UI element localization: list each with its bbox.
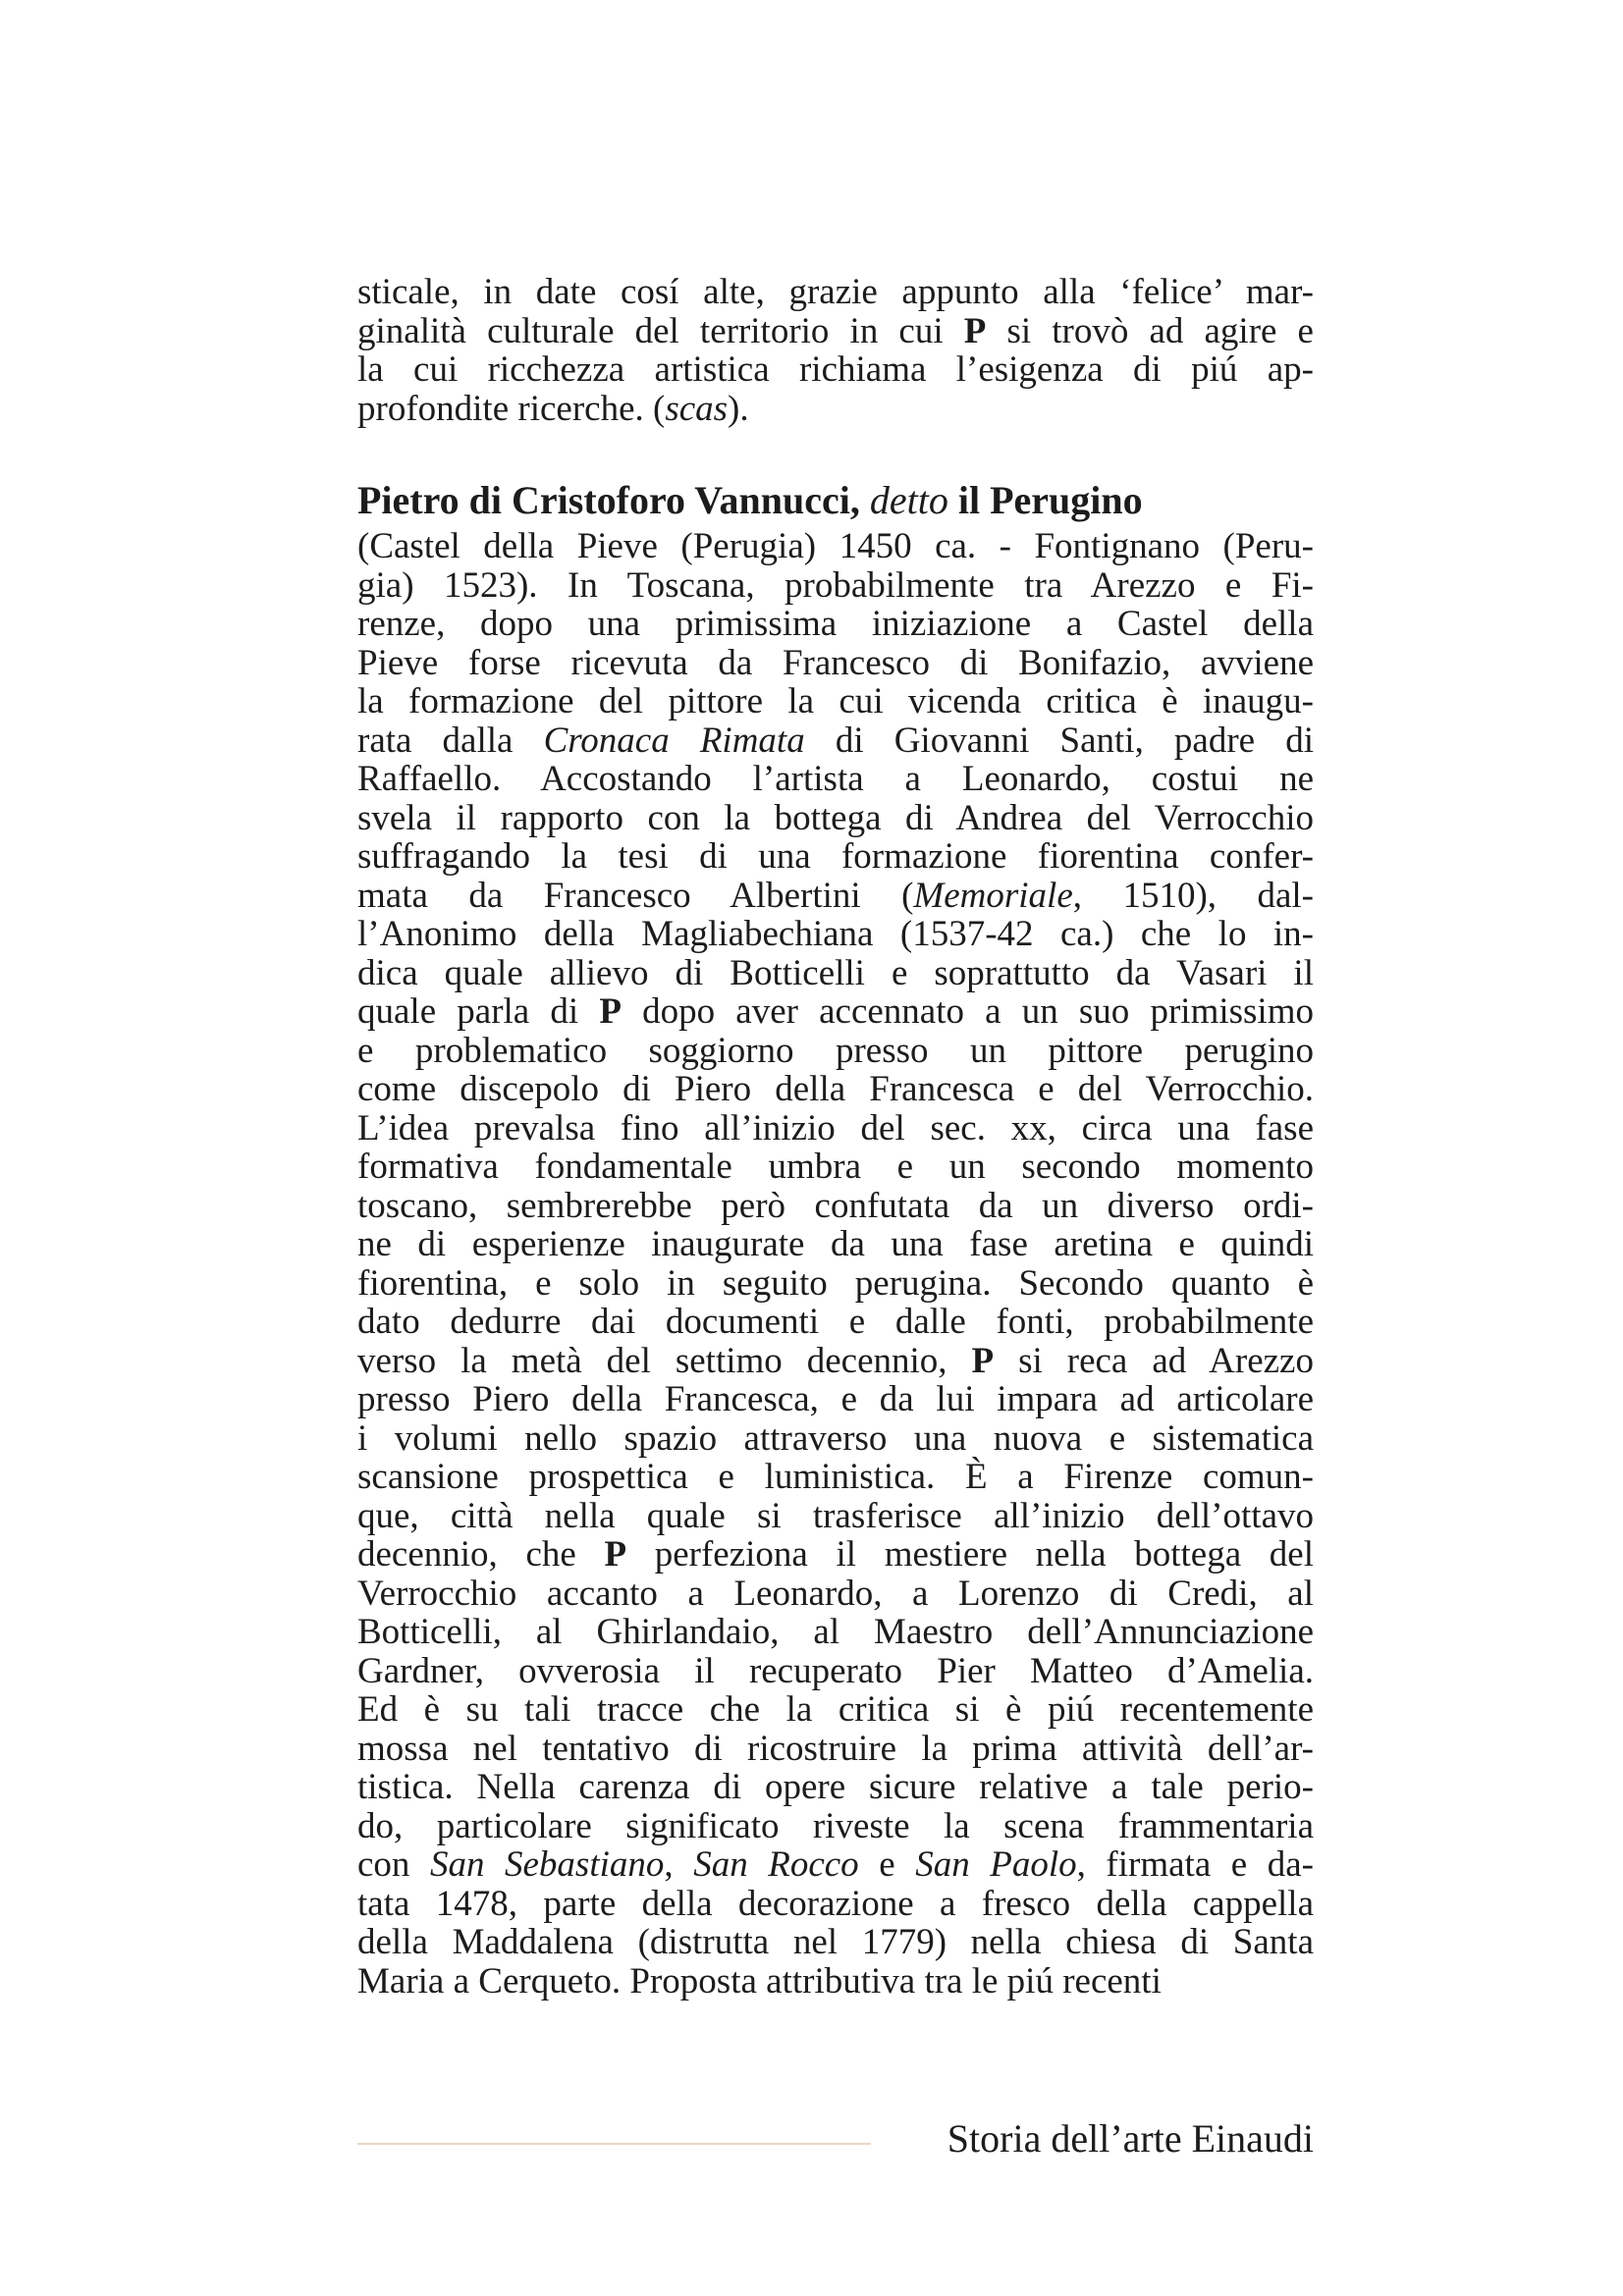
text-line <box>357 1458 1314 1497</box>
text-line <box>357 1613 1314 1652</box>
text-line <box>357 1380 1314 1419</box>
text-segment: si trovò ad agire e <box>986 310 1314 351</box>
text-segment: e problematico soggiorno presso un pittore perugino <box>357 1030 1314 1071</box>
text-line <box>357 1070 1314 1109</box>
text-segment: Botticelli, al Ghirlandaio, al Maestro dell’Annunciazione <box>357 1612 1314 1652</box>
text-segment: scansione prospettica e luministica. È a Firenze comun- <box>357 1457 1314 1497</box>
text-segment: decennio, che <box>357 1534 605 1575</box>
text-line <box>357 799 1314 838</box>
text-segment: di Giovanni Santi, padre di <box>804 720 1314 761</box>
text-line <box>357 837 1314 877</box>
italic-text: San Paolo <box>915 1844 1077 1885</box>
text-line <box>357 1575 1314 1614</box>
text-line <box>357 1148 1314 1187</box>
text-segment: l’Anonimo della Magliabechiana (1537-42 ca.) che lo in- <box>357 914 1314 954</box>
footer-title: Storia dell’arte Einaudi <box>947 2116 1314 2161</box>
text-line <box>357 954 1314 993</box>
italic-text: San Rocco <box>693 1844 859 1885</box>
text-line <box>357 1652 1314 1691</box>
text-line <box>357 1109 1314 1148</box>
text-segment: formativa fondamentale umbra e un secondo momento <box>357 1147 1314 1187</box>
text-segment: (Castel della Pieve (Perugia) 1450 ca. - Fontignano (Peru- <box>357 526 1314 566</box>
text-line <box>357 1768 1314 1807</box>
text-segment: fiorentina, e solo in seguito perugina. Secondo quanto è <box>357 1262 1314 1304</box>
text-segment: quale parla di <box>357 991 600 1032</box>
text-line <box>357 312 1314 351</box>
text-line <box>357 1962 1314 2002</box>
text-segment: perfeziona il mestiere nella bottega del <box>626 1534 1314 1575</box>
text-segment: Pieve forse ricevuta da Francesco di Bonifazio, avviene <box>357 642 1314 683</box>
text-segment: ). <box>728 388 749 429</box>
text-line <box>357 1535 1314 1575</box>
bold-abbreviation: P <box>971 1340 995 1381</box>
text-line <box>357 1032 1314 1071</box>
text-line <box>357 1807 1314 1846</box>
text-segment: Verrocchio accanto a Leonardo, a Lorenzo di Credi, al <box>357 1573 1314 1614</box>
italic-text: San Sebastiano <box>429 1844 665 1885</box>
text-segment: mossa nel tentativo di ricostruire la prima attività dell’ar- <box>357 1728 1314 1769</box>
text-segment: con <box>357 1844 430 1885</box>
text-line <box>357 1497 1314 1536</box>
heading-epithet: il Perugino <box>957 478 1143 522</box>
text-segment: dopo aver accennato a un suo primissimo <box>621 991 1314 1032</box>
text-line <box>357 566 1314 606</box>
text-line <box>357 1730 1314 1769</box>
text-segment: come discepolo di Piero della Francesca e del Verrocchio. <box>357 1069 1314 1109</box>
text-segment: que, città nella quale si trasferisce all’inizio dell’ottavo <box>357 1495 1314 1536</box>
text-segment: Ed è su tali tracce che la critica si è piú recentemente <box>357 1689 1314 1730</box>
italic-text: Memoriale <box>913 875 1073 916</box>
text-segment: rata dalla <box>357 720 544 761</box>
text-segment: Raffaello. Accostando l’artista a Leonardo, costui ne <box>357 759 1314 799</box>
text-segment: i volumi nello spazio attraverso una nuova e sistematica <box>357 1417 1314 1459</box>
text-segment: tistica. Nella carenza di opere sicure relative a tale perio- <box>357 1767 1314 1807</box>
entry-heading <box>357 477 1143 524</box>
text-segment: L’idea prevalsa fino all’inizio del sec. xx, circa una fase <box>357 1107 1314 1148</box>
heading-middle: detto <box>869 478 948 522</box>
text-line <box>357 1419 1314 1459</box>
text-segment: do, particolare significato riveste la scena frammentaria <box>357 1805 1314 1846</box>
text-line <box>357 1342 1314 1381</box>
text-line <box>357 390 1314 429</box>
text-segment: toscano, sembrerebbe però confutata da un diverso ordi- <box>357 1185 1314 1226</box>
text-line <box>357 1264 1314 1304</box>
text-line <box>357 1690 1314 1730</box>
text-segment: ne di esperienze inaugurate da una fase aretina e quindi <box>357 1224 1314 1264</box>
text-line <box>357 682 1314 721</box>
text-line <box>357 915 1314 954</box>
text-segment: la formazione del pittore la cui vicenda critica è inaugu- <box>357 681 1314 721</box>
text-segment: Gardner, ovverosia il recuperato Pier Matteo d’Amelia. <box>357 1650 1314 1691</box>
text-segment: dica quale allievo di Botticelli e soprattutto da Vasari il <box>357 952 1314 993</box>
text-line <box>357 605 1314 644</box>
text-segment: , 1510), dal- <box>1072 875 1314 916</box>
text-segment: e <box>858 1844 916 1885</box>
text-segment: , <box>664 1844 694 1885</box>
bold-abbreviation: P <box>604 1534 627 1575</box>
text-line <box>357 1845 1314 1885</box>
text-segment: sticale, in date cosí alte, grazie appunto alla ‘felice’ mar- <box>357 272 1314 312</box>
text-segment: gia) 1523). In Toscana, probabilmente tra Arezzo e Fi- <box>357 564 1314 606</box>
heading-name: Pietro di Cristoforo Vannucci, <box>357 478 860 522</box>
text-segment: suffragando la tesi di una formazione fiorentina confer- <box>357 836 1314 877</box>
text-line <box>357 992 1314 1032</box>
entry-body <box>357 527 1314 2001</box>
text-line <box>357 644 1314 683</box>
text-line <box>357 273 1314 312</box>
intro-paragraph <box>357 273 1314 428</box>
text-segment: verso la metà del settimo decennio, <box>357 1340 972 1381</box>
text-segment: , firmata e da- <box>1076 1844 1314 1885</box>
bold-abbreviation: P <box>599 991 622 1032</box>
text-segment: dato dedurre dai documenti e dalle fonti, probabilmente <box>357 1302 1314 1342</box>
bold-abbreviation: P <box>963 310 987 351</box>
text-segment: tata 1478, parte della decorazione a fresco della cappella <box>357 1883 1314 1924</box>
text-line <box>357 1923 1314 1962</box>
text-segment: della Maddalena (distrutta nel 1779) nella chiesa di Santa <box>357 1922 1314 1962</box>
text-segment: presso Piero della Francesca, e da lui impara ad articolare <box>357 1379 1314 1419</box>
text-segment: si reca ad Arezzo <box>994 1340 1314 1381</box>
text-line <box>357 1885 1314 1924</box>
footer-divider <box>357 2143 871 2145</box>
text-segment: la cui ricchezza artistica richiama l’esigenza di piú ap- <box>357 349 1314 390</box>
text-line <box>357 760 1314 799</box>
text-segment: ginalità culturale del territorio in cui <box>357 310 964 351</box>
text-segment: svela il rapporto con la bottega di Andrea del Verrocchio <box>357 797 1314 838</box>
text-line <box>357 527 1314 566</box>
italic-text: scas <box>665 388 729 429</box>
italic-text: Cronaca Rimata <box>543 720 805 761</box>
text-line <box>357 1303 1314 1342</box>
text-line <box>357 1225 1314 1264</box>
text-segment: renze, dopo una primissima iniziazione a Castel della <box>357 604 1314 644</box>
text-line <box>357 877 1314 916</box>
text-segment: Maria a Cerqueto. Proposta attributiva tra le piú recenti <box>357 1960 1162 2002</box>
text-segment: profondite ricerche. ( <box>357 388 666 429</box>
text-line <box>357 1187 1314 1226</box>
text-line <box>357 350 1314 390</box>
text-segment: mata da Francesco Albertini ( <box>357 875 914 916</box>
text-line <box>357 721 1314 761</box>
